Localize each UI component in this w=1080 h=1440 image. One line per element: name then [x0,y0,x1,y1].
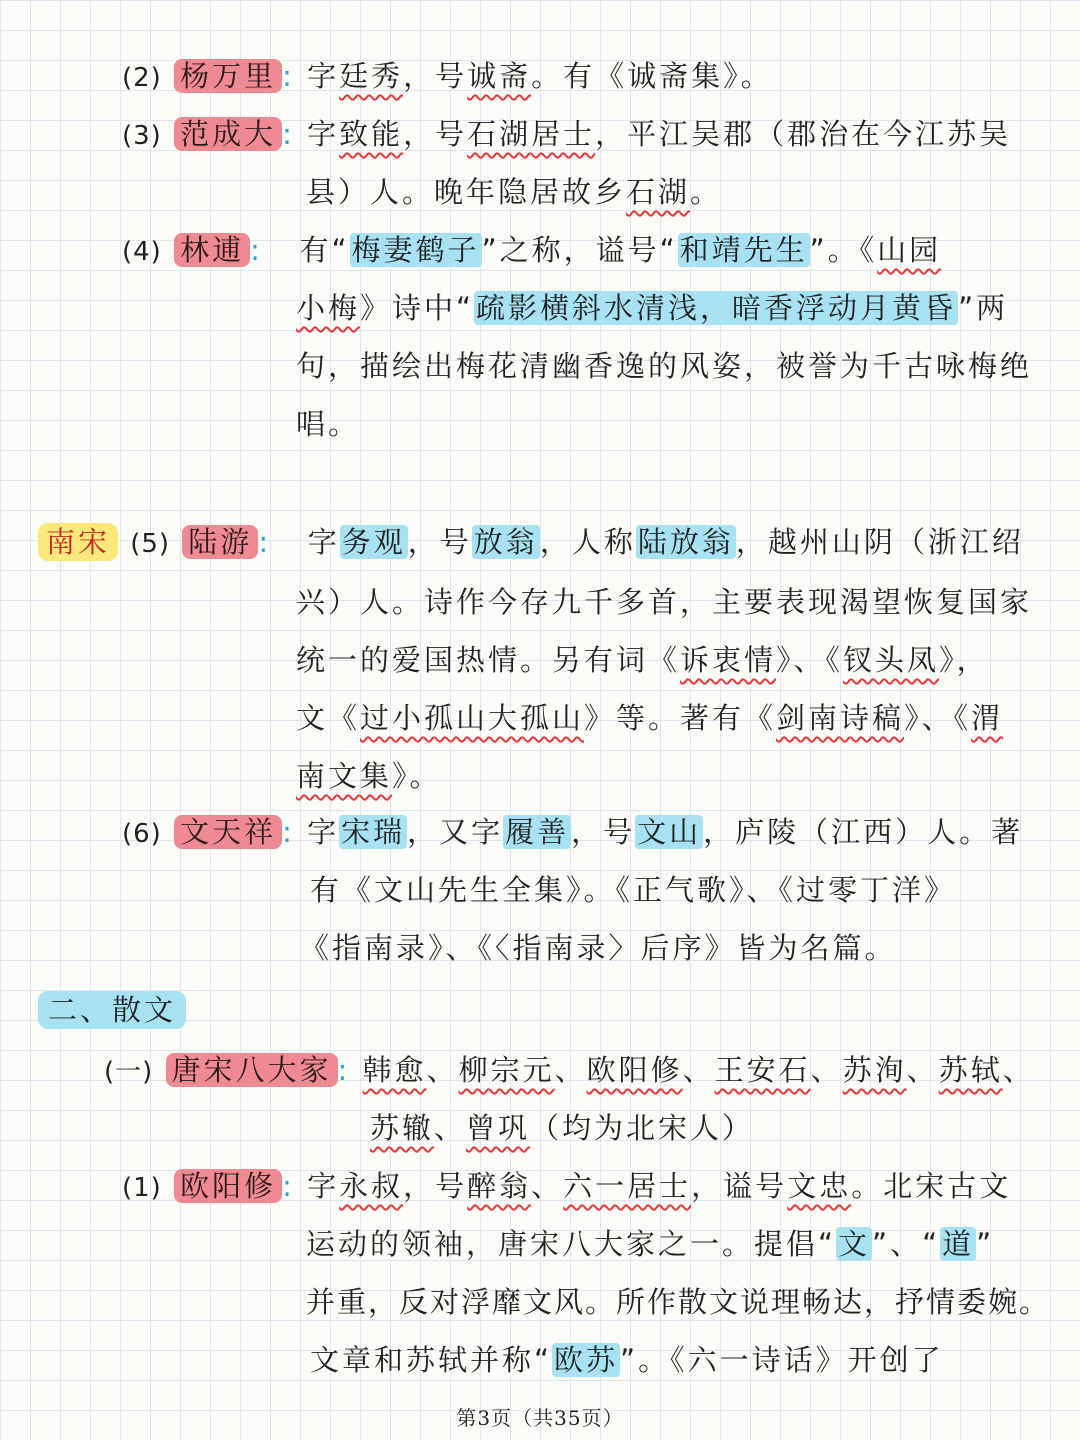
group-name: 唐宋八大家 [166,1053,338,1087]
author-name: 曾巩 [466,1111,531,1145]
text: 县）人。晚年隐居故乡 [306,175,627,209]
text-line [296,756,442,796]
underlined-term: 诉衷情 [680,643,777,677]
underlined-term: 剑南诗稿 [776,701,905,735]
text: 字 [307,815,340,849]
page-number: 第3页（共35页） [456,1406,624,1430]
text: 句，描绘出梅花清幽香逸的风姿，被誉为千古咏梅绝 [296,349,1033,383]
entry-lu-you [38,522,1024,564]
author-name: 苏洵 [842,1053,907,1087]
text-line [296,346,1032,386]
underlined-term: 醉翁 [467,1169,532,1203]
text-line [300,928,897,968]
highlight-term: 文 [838,1227,871,1261]
underlined-term: 钗头凤 [843,643,940,677]
text: 》、《 [904,701,972,735]
text-line [370,1108,754,1148]
colon: : [258,525,272,559]
text: ”。《 [809,233,878,267]
text: 。北宋古文 [851,1169,1012,1203]
author-name: 王安石 [714,1053,811,1087]
text: ”、“ [872,1227,941,1261]
entry-wen-tianxiang [122,812,1023,854]
highlight-term: 欧苏 [554,1343,619,1377]
author-name: 苏辙 [370,1111,435,1145]
item-number: (3) [122,121,162,151]
entry-ouyang-xiu [122,1166,1011,1208]
separator: 、 [426,1053,459,1087]
text-line [306,1224,994,1264]
text: ，庐陵（江西）人。著 [703,815,1024,849]
text: 字 [307,59,340,93]
separator: 、 [906,1053,939,1087]
text: ，平江吴郡（郡治在今江苏吴 [595,117,1012,151]
separator: 、 [682,1053,715,1087]
text-line [296,640,989,680]
entry-lin-bu [122,230,941,272]
separator: 、 [810,1053,843,1087]
highlight-term: 宋瑞 [341,815,406,849]
separator: 、 [531,1169,564,1203]
underlined-term: 六一居士 [563,1169,692,1203]
text: 有《文山先生全集》。《正气歌》、《过零丁洋》 [310,873,957,907]
text-line [296,698,1003,738]
text: 唱。 [296,407,361,441]
colon: : [282,117,295,151]
underlined-term: 石湖居士 [467,117,596,151]
text: ，号 [571,815,636,849]
section-title: 二、散文 [38,991,186,1029]
highlight-term: 道 [942,1227,975,1261]
underlined-term: 小梅 [296,291,361,325]
item-number: (一) [104,1057,154,1087]
text: 有“ [299,233,350,267]
author-name: 苏轼 [938,1053,1003,1087]
item-number: (2) [122,63,162,93]
poet-name: 陆游 [182,525,258,559]
text-line [306,172,722,212]
underlined-term: 致能 [339,117,404,151]
author-name: 欧阳修 [174,1169,282,1203]
text: ，人称 [539,525,636,559]
highlight-term: 陆放翁 [637,525,734,559]
colon: : [282,1169,295,1203]
separator: 、 [1002,1053,1035,1087]
highlight-term: 梅妻鹤子 [351,233,480,267]
separator: 、 [434,1111,467,1145]
colon: : [282,59,295,93]
text-line [296,288,1008,328]
highlight-term: 务观 [341,525,406,559]
author-name: 欧阳修 [586,1053,683,1087]
underlined-term: 文忠 [787,1169,852,1203]
highlight-term: 疏影横斜水清浅，暗香浮动月黄昏 [476,291,957,325]
text-line [310,870,956,910]
text: 》， [939,643,989,677]
poet-name: 文天祥 [174,815,282,849]
text: ” [976,1227,995,1261]
text: 》。 [392,759,442,793]
highlight-term: 放翁 [473,525,538,559]
text: 并重，反对浮靡文风。所作散文说理畅达，抒情委婉。 [306,1285,1051,1319]
text: ，越州山阴（浙江绍 [735,525,1024,559]
text: ，号 [403,117,468,151]
text: 字 [307,525,340,559]
underlined-term: 渭 [971,701,1004,735]
text: 》等。著有《 [584,701,777,735]
text: ，号 [403,1169,468,1203]
era-tag: 南宋 [38,523,118,561]
text: 《指南录》、《〈指南录〉后序》皆为名篇。 [300,931,897,965]
highlight-term: 和靖先生 [679,233,808,267]
underlined-term: 南文集 [296,759,393,793]
author-name: 韩愈 [362,1053,427,1087]
text: 运动的领袖，唐宋八大家之一。提倡“ [306,1227,837,1261]
text: ”两 [958,291,1009,325]
text: 字 [307,1169,340,1203]
highlight-term: 文山 [637,815,702,849]
text: 文章和苏轼并称“ [310,1343,553,1377]
text-line [306,1282,1050,1322]
author-name: 柳宗元 [458,1053,555,1087]
text-line [296,404,360,444]
underlined-term: 诚斋 [467,59,532,93]
colon: : [250,233,263,267]
text: 字 [307,117,340,151]
colon: : [337,1053,351,1087]
text-line [310,1340,944,1380]
poet-name: 林逋 [174,233,250,267]
colon: : [282,815,295,849]
text: ，号 [407,525,472,559]
underlined-term: 石湖 [626,175,691,209]
underlined-term: 廷秀 [339,59,404,93]
text: ”。《六一诗话》开创了 [620,1343,944,1377]
text: （均为北宋人） [530,1111,755,1145]
separator: 、 [554,1053,587,1087]
text: 》、《 [776,643,844,677]
entry-eight-masters [104,1050,1035,1092]
poet-name: 范成大 [174,117,282,151]
text: ”之称，谥号“ [481,233,678,267]
item-number: (5) [130,529,171,559]
entry-yang-wanli [122,56,773,98]
poet-name: 杨万里 [174,59,282,93]
text: 》诗中“ [360,291,475,325]
underlined-term: 过小孤山大孤山 [360,701,585,735]
item-number: (1) [122,1173,162,1203]
highlight-term: 履善 [505,815,570,849]
text: 。有《诚斋集》。 [531,59,773,93]
underlined-term: 永叔 [339,1169,404,1203]
text: 。 [690,175,723,209]
item-number: (6) [122,819,162,849]
text-line [296,582,1032,622]
text: 统一的爱国热情。另有词《 [296,643,681,677]
underlined-term: 山园 [877,233,942,267]
text: ，号 [403,59,468,93]
item-number: (4) [122,237,162,267]
text: ，又字 [407,815,504,849]
text: ，谥号 [691,1169,788,1203]
entry-fan-chengda [122,114,1011,156]
text: 文《 [296,701,361,735]
text: 兴）人。诗作今存九千多首，主要表现渴望恢复国家 [296,585,1033,619]
section-heading [38,990,186,1030]
